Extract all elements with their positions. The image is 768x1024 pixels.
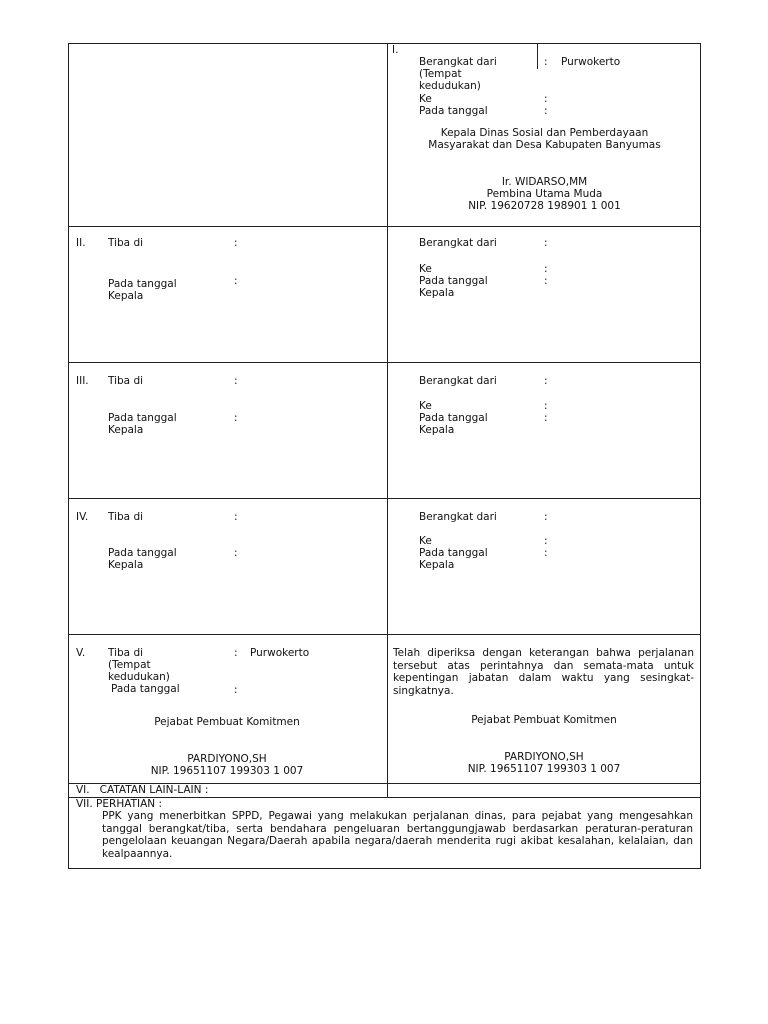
section7-heading: VII. PERHATIAN : (76, 798, 162, 810)
row2-tiba-label: Tiba di (108, 237, 144, 249)
row3-ke-label: Ke (419, 400, 432, 412)
section1-small-divider (537, 43, 538, 69)
section5-left-official-title: Pejabat Pembuat Komitmen (154, 716, 300, 728)
form-frame (68, 43, 701, 869)
row3-pada-tanggal-label: Pada tanggal (108, 412, 177, 424)
row4-ke-colon: : (544, 535, 548, 547)
row3-number: III. (76, 375, 89, 387)
row2-right-kepala-label: Kepala (419, 287, 455, 299)
row2-right-pada-tanggal-label: Pada tanggal (419, 275, 488, 287)
section7-body: PPK yang menerbitkan SPPD, Pegawai yang melakukan perjalanan dinas, para pejabat yang mengesahkan tanggal berangkat/tiba, serta bendahara pengeluaran bertanggungjawab berdasarkan peraturan-peraturan pengelolaan keuangan Negara/Daerah apabila negara/daerah menderita rugi akibat kesalahan, kelalaian, dan kealpaannya. (102, 810, 693, 860)
row3-tiba-colon: : (234, 375, 238, 387)
center-divider (387, 43, 388, 797)
row2-berangkat-label: Berangkat dari (419, 237, 497, 249)
row4-tiba-colon: : (234, 511, 238, 523)
row2-pada-tanggal-colon: : (234, 275, 238, 287)
row2-ke-label: Ke (419, 263, 432, 275)
row2-ke-colon: : (544, 263, 548, 275)
row3-right-pada-tanggal-label: Pada tanggal (419, 412, 488, 424)
section5-right-official-nip: NIP. 19651107 199303 1 007 (467, 763, 621, 775)
row2-tiba-colon: : (234, 237, 238, 249)
row3-ke-colon: : (544, 400, 548, 412)
row4-pada-tanggal-label: Pada tanggal (108, 547, 177, 559)
section5-pada-tanggal-colon: : (234, 684, 238, 696)
section5-tiba-colon: : (234, 647, 238, 659)
section1-tempat-line2: kedudukan) (419, 80, 481, 92)
section1-pada-tanggal-label: Pada tanggal (419, 105, 488, 117)
section1-berangkat-value: Purwokerto (561, 56, 621, 68)
section5-statement: Telah diperiksa dengan keterangan bahwa perjalanan tersebut atas perintahnya dan semata-mata untuk kepentingan jabatan dalam waktu yang sesingkat-singkatnya. (393, 647, 694, 697)
divider-row-3 (68, 498, 701, 499)
section5-right-official-title: Pejabat Pembuat Komitmen (471, 714, 617, 726)
row3-berangkat-label: Berangkat dari (419, 375, 497, 387)
row4-pada-tanggal-colon: : (234, 547, 238, 559)
row4-berangkat-colon: : (544, 511, 548, 523)
row4-right-kepala-label: Kepala (419, 559, 455, 571)
section1-tempat-line1: (Tempat (419, 68, 462, 80)
row2-right-pada-tanggal-colon: : (544, 275, 548, 287)
row2-kepala-label: Kepala (108, 290, 144, 302)
section5-tempat-line2: kedudukan) (108, 671, 170, 683)
section1-berangkat-colon: : (544, 56, 548, 68)
section1-official-name: Ir. WIDARSO,MM (501, 176, 588, 188)
row4-tiba-label: Tiba di (108, 511, 144, 523)
section1-ke-label: Ke (419, 93, 432, 105)
row3-kepala-label: Kepala (108, 424, 144, 436)
section1-pada-tanggal-colon: : (544, 105, 548, 117)
divider-row-4 (68, 634, 701, 635)
row3-right-pada-tanggal-colon: : (544, 412, 548, 424)
section1-official-nip: NIP. 19620728 198901 1 001 (468, 200, 621, 212)
row3-pada-tanggal-colon: : (234, 412, 238, 424)
row2-pada-tanggal-label: Pada tanggal (108, 278, 177, 290)
section1-official-rank: Pembina Utama Muda (486, 188, 603, 200)
row3-right-kepala-label: Kepala (419, 424, 455, 436)
row2-number: II. (76, 237, 86, 249)
section1-title-line1: Kepala Dinas Sosial dan Pemberdayaan (440, 127, 649, 139)
row2-berangkat-colon: : (544, 237, 548, 249)
section1-title-line2: Masyarakat dan Desa Kabupaten Banyumas (428, 139, 661, 151)
section5-right-official-name: PARDIYONO,SH (504, 751, 584, 763)
section5-tempat-line1: (Tempat (108, 659, 151, 671)
section1-berangkat-label: Berangkat dari (419, 56, 497, 68)
section5-tiba-value: Purwokerto (250, 647, 310, 659)
divider-row-1 (68, 226, 701, 227)
row4-right-pada-tanggal-label: Pada tanggal (419, 547, 488, 559)
divider-row-6 (68, 797, 701, 798)
divider-row-2 (68, 362, 701, 363)
row3-tiba-label: Tiba di (108, 375, 144, 387)
row4-kepala-label: Kepala (108, 559, 144, 571)
section1-number: I. (392, 44, 399, 56)
row4-berangkat-label: Berangkat dari (419, 511, 497, 523)
row4-right-pada-tanggal-colon: : (544, 547, 548, 559)
row3-berangkat-colon: : (544, 375, 548, 387)
row4-ke-label: Ke (419, 535, 432, 547)
section5-left-official-nip: NIP. 19651107 199303 1 007 (150, 765, 304, 777)
section5-left-official-name: PARDIYONO,SH (187, 753, 267, 765)
section6-label: VI. CATATAN LAIN-LAIN : (76, 784, 209, 796)
section5-tiba-label: Tiba di (108, 647, 144, 659)
section5-number: V. (76, 647, 86, 659)
section5-pada-tanggal-label: Pada tanggal (111, 683, 180, 695)
section1-ke-colon: : (544, 93, 548, 105)
row4-number: IV. (76, 511, 89, 523)
